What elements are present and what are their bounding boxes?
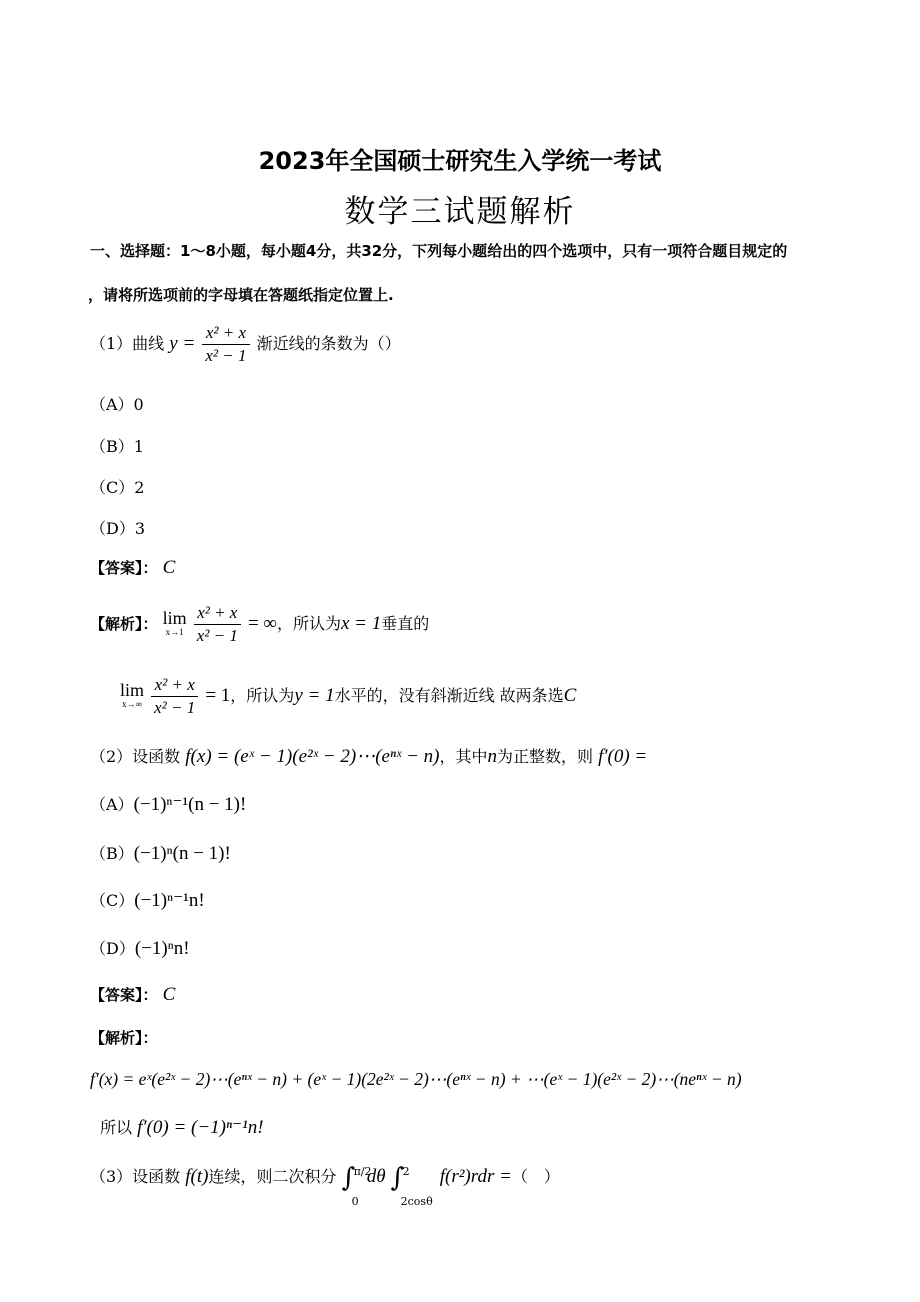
q3-integral-1: ∫ π/2 0 (342, 1167, 356, 1189)
q2-mid2: 为正整数，则 (496, 747, 593, 766)
q1-a2-rhs: = 1 (205, 685, 231, 706)
section-instruction-line1: 一、选择题：1～8小题，每小题4分，共32分，下列每小题给出的四个选项中，只有一项符合题目规定的 (90, 242, 788, 260)
question-1 (90, 323, 401, 366)
q3-int1-upper: π/2 (353, 1164, 372, 1178)
q3-int2-lower: 2cosθ (400, 1194, 433, 1208)
q2-option-d (90, 938, 190, 960)
q1-analysis-label: 【解析】： (90, 615, 158, 633)
q3-ft: f(t) (185, 1166, 209, 1187)
exam-title: 2023年全国硕士研究生入学统一考试 (258, 147, 662, 175)
q2-answer-label: 【答案】： (90, 986, 158, 1004)
q1-a2-fraction (151, 675, 198, 718)
q1-suffix: 渐近线的条数为（） (256, 334, 401, 353)
q2-option-c-expr: (−1)ⁿ⁻¹n! (134, 890, 205, 911)
q1-a2-limit (120, 679, 145, 711)
q2-derivation-expr: f′(x) = eˣ(e²ˣ − 2)⋯(eⁿˣ − n) + (eˣ − 1)(2e²ˣ − 2)⋯(eⁿˣ − n) + ⋯(eˣ − 1)(e²ˣ − 2)⋯(neⁿˣ − n) (90, 1069, 742, 1089)
q2-option-a-label: （A） (90, 795, 134, 814)
q2-function-expr: f(x) = (eˣ − 1)(e²ˣ − 2)⋯(eⁿˣ − n) (185, 746, 440, 767)
q1-option-a: （A）0 (90, 395, 144, 414)
q2-option-b (90, 843, 231, 865)
q1-a1-tail: 垂直的 (381, 614, 430, 633)
q1-y-eq: y = (169, 333, 196, 354)
q2-option-d-expr: (−1)ⁿn! (134, 938, 190, 959)
q3-prefix: （3）设函数 (90, 1167, 181, 1186)
q1-analysis-line1 (90, 603, 429, 646)
q2-analysis-label-text: 【解析】： (90, 1029, 158, 1047)
q2-option-a (90, 794, 246, 816)
q1-a1-num: x² + x (194, 603, 241, 625)
q2-answer (90, 984, 175, 1006)
q3-int1-lower: 0 (351, 1194, 359, 1208)
question-3 (90, 1162, 560, 1208)
q2-mid: ，其中 (439, 747, 488, 766)
q2-option-b-expr: (−1)ⁿ(n − 1)! (133, 843, 231, 864)
q1-analysis-line2 (120, 675, 576, 718)
q1-a1-fraction (194, 603, 241, 646)
q1-a1-eq: x = 1 (340, 613, 382, 634)
q3-suffix: （ ） (511, 1167, 560, 1186)
exam-subtitle: 数学三试题解析 (344, 194, 576, 230)
q1-option-b: （B）1 (90, 437, 144, 456)
q2-answer-value: C (162, 984, 176, 1005)
q1-answer (90, 557, 175, 579)
q2-conclusion (100, 1117, 264, 1139)
q1-fraction (202, 323, 249, 366)
q1-a1-limit (162, 607, 187, 639)
q3-integral-2: ∫ 2 2cosθ (391, 1167, 405, 1189)
q1-a2-den: x² − 1 (154, 698, 196, 717)
q1-prefix: （1）曲线 (90, 334, 165, 353)
q2-fprime: f′(0) = (598, 746, 648, 767)
q1-a2-lim-word: lim (120, 679, 145, 700)
q2-option-c (90, 890, 205, 912)
q3-integrand: f(r²)rdr = (439, 1166, 512, 1187)
q2-option-a-expr: (−1)ⁿ⁻¹(n − 1)! (133, 794, 247, 815)
q1-answer-label: 【答案】： (90, 559, 158, 577)
q2-analysis-label (90, 1027, 158, 1049)
q2-n: n (487, 746, 497, 767)
q2-derivation (90, 1068, 742, 1091)
q1-a1-rhs: = ∞ (247, 613, 277, 634)
q1-a2-num: x² + x (151, 675, 198, 697)
q2-so-text: 所以 (100, 1118, 133, 1137)
q2-option-c-label: （C） (90, 891, 135, 910)
q1-a2-tail: 水平的，没有斜渐近线 故两条选 (334, 686, 564, 705)
q3-dtheta: dθ (366, 1166, 386, 1187)
section-instruction-line2: ，请将所选项前的字母填在答题纸指定位置上. (88, 286, 394, 304)
q1-numerator: x² + x (202, 323, 249, 345)
question-2 (90, 746, 647, 768)
q1-a2-eq: y = 1 (294, 685, 335, 706)
q1-denominator: x² − 1 (205, 346, 247, 365)
q1-a1-lim-sub: x→1 (165, 626, 184, 637)
q2-so-expr: f′(0) = (−1)ⁿ⁻¹n! (137, 1117, 264, 1138)
q1-answer-value: C (162, 557, 176, 578)
q1-a2-lim-sub: x→∞ (122, 698, 142, 709)
q3-int2-upper: 2 (402, 1164, 410, 1178)
q2-option-b-label: （B） (90, 844, 134, 863)
q1-a1-text: ，所认为 (276, 614, 341, 633)
q3-mid: 连续，则二次积分 (208, 1167, 337, 1186)
q1-a1-den: x² − 1 (196, 626, 238, 645)
q1-a2-text: ，所认为 (230, 686, 295, 705)
q1-a2-answer: C (563, 685, 577, 706)
q1-option-c: （C）2 (90, 478, 145, 497)
q2-option-d-label: （D） (90, 939, 135, 958)
q2-prefix: （2）设函数 (90, 747, 181, 766)
q1-a1-lim-word: lim (162, 607, 187, 628)
q1-option-d: （D）3 (90, 519, 146, 538)
